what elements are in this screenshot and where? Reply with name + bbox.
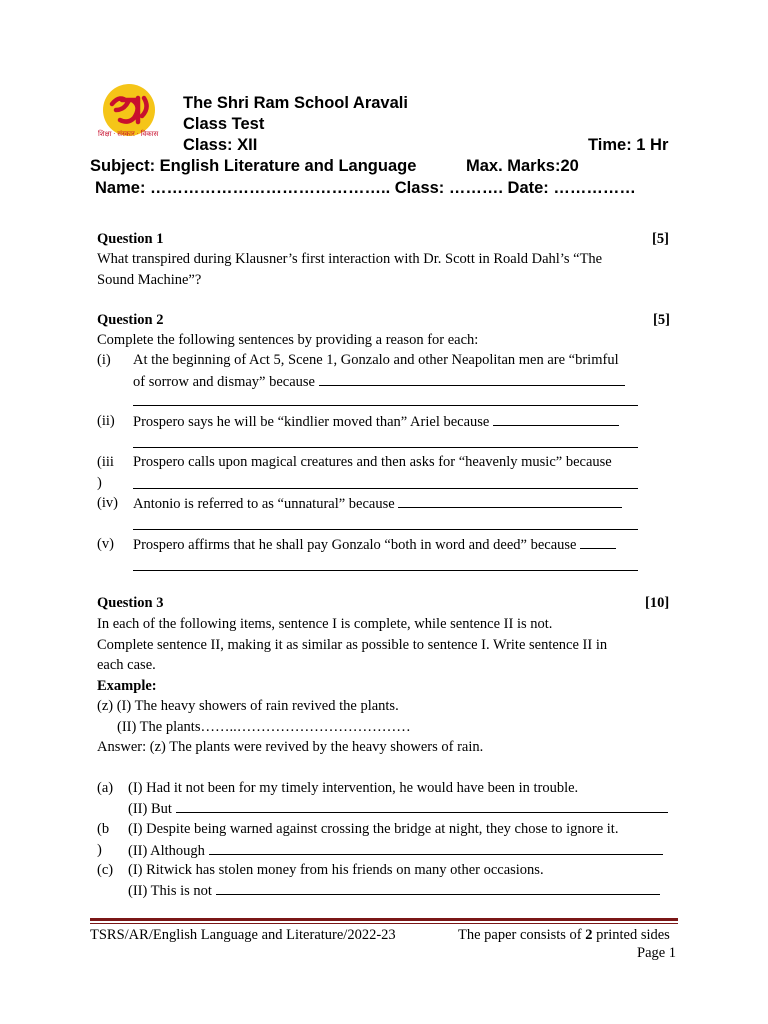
footer-divider: [90, 918, 678, 921]
sentence-2: (II) But: [128, 798, 668, 820]
answer-blank[interactable]: [493, 411, 619, 426]
item-text: Prospero says he will be “kindlier moved than” Ariel because: [133, 411, 619, 433]
item-number: (a): [97, 780, 114, 796]
item-number: (ii): [97, 413, 115, 429]
question-3-marks: [10]: [645, 595, 670, 611]
item-number: (iii: [97, 454, 114, 470]
answer-blank[interactable]: [398, 493, 622, 508]
footer-sides: The paper consists of 2 printed sides: [458, 927, 670, 943]
answer-blank[interactable]: [319, 371, 625, 386]
sentence-2: (II) This is not: [128, 880, 660, 902]
question-1-marks: [5]: [652, 231, 669, 247]
logo-tagline: शिक्षा · संस्कार · विकास: [98, 130, 159, 138]
item-text: Antonio is referred to as “unnatural” because: [133, 493, 622, 515]
footer-divider-thin: [90, 923, 678, 924]
answer-line[interactable]: [133, 488, 638, 489]
question-3-title: Question 3: [97, 595, 164, 611]
max-marks: Max. Marks:20: [466, 157, 579, 175]
footer-code: TSRS/AR/English Language and Literature/2022-23: [90, 927, 396, 943]
question-2-title: Question 2: [97, 312, 164, 328]
answer-blank[interactable]: [216, 880, 660, 895]
question-3-intro-cont: Complete sentence II, making it as similar as possible to sentence I. Write sentence II in: [97, 637, 608, 653]
item-number-cont: ): [97, 842, 102, 858]
question-3-intro-end: each case.: [97, 657, 156, 673]
answer-line[interactable]: [133, 570, 638, 571]
school-name: The Shri Ram School Aravali: [183, 94, 408, 112]
test-type: Class Test: [183, 115, 265, 133]
question-2-marks: [5]: [653, 312, 670, 328]
item-number: (i): [97, 352, 111, 368]
answer-line[interactable]: [133, 529, 638, 530]
question-2-intro: Complete the following sentences by providing a reason for each:: [97, 332, 479, 348]
item-number: (iv): [97, 495, 118, 511]
item-text: Prospero calls upon magical creatures and then asks for “heavenly music” because: [133, 454, 612, 470]
page-number: Page 1: [637, 945, 677, 961]
sentence-1: (I) Despite being warned against crossing the bridge at night, they chose to ignore it.: [128, 821, 619, 837]
sentence-1: (I) Had it not been for my timely intervention, he would have been in trouble.: [128, 780, 579, 796]
item-number: (v): [97, 536, 114, 552]
item-number-cont: ): [97, 475, 102, 491]
item-number: (c): [97, 862, 114, 878]
example-answer: Answer: (z) The plants were revived by the heavy showers of rain.: [97, 739, 484, 755]
answer-line[interactable]: [133, 405, 638, 406]
name-class-date-line: Name: …………………………………….. Class: ………. Date: ……………: [95, 179, 636, 197]
item-text: Prospero affirms that he shall pay Gonzalo “both in word and deed” because: [133, 534, 616, 556]
time-label: Time: 1 Hr: [588, 136, 669, 154]
answer-blank[interactable]: [176, 798, 668, 813]
subject-label: Subject: English Literature and Language: [90, 157, 417, 175]
example-label: Example:: [97, 678, 157, 694]
example-sentence-1: (z) (I) The heavy showers of rain revived the plants.: [97, 698, 399, 714]
question-3-intro: In each of the following items, sentence I is complete, while sentence II is not.: [97, 616, 553, 632]
example-sentence-2: (II) The plants……..………………………………: [117, 719, 411, 735]
answer-blank[interactable]: [209, 840, 663, 855]
answer-line[interactable]: [133, 447, 638, 448]
question-1-text-cont: Sound Machine”?: [97, 272, 202, 288]
sentence-2: (II) Although: [128, 840, 663, 862]
question-1-title: Question 1: [97, 231, 164, 247]
sentence-1: (I) Ritwick has stolen money from his friends on many other occasions.: [128, 862, 544, 878]
item-number: (b: [97, 821, 110, 837]
answer-blank[interactable]: [580, 534, 616, 549]
question-1-text: What transpired during Klausner’s first interaction with Dr. Scott in Roald Dahl’s “The: [97, 251, 603, 267]
item-text: At the beginning of Act 5, Scene 1, Gonzalo and other Neapolitan men are “brimful: [133, 352, 619, 368]
class-label: Class: XII: [183, 136, 258, 154]
item-text-cont: of sorrow and dismay” because: [133, 371, 625, 393]
